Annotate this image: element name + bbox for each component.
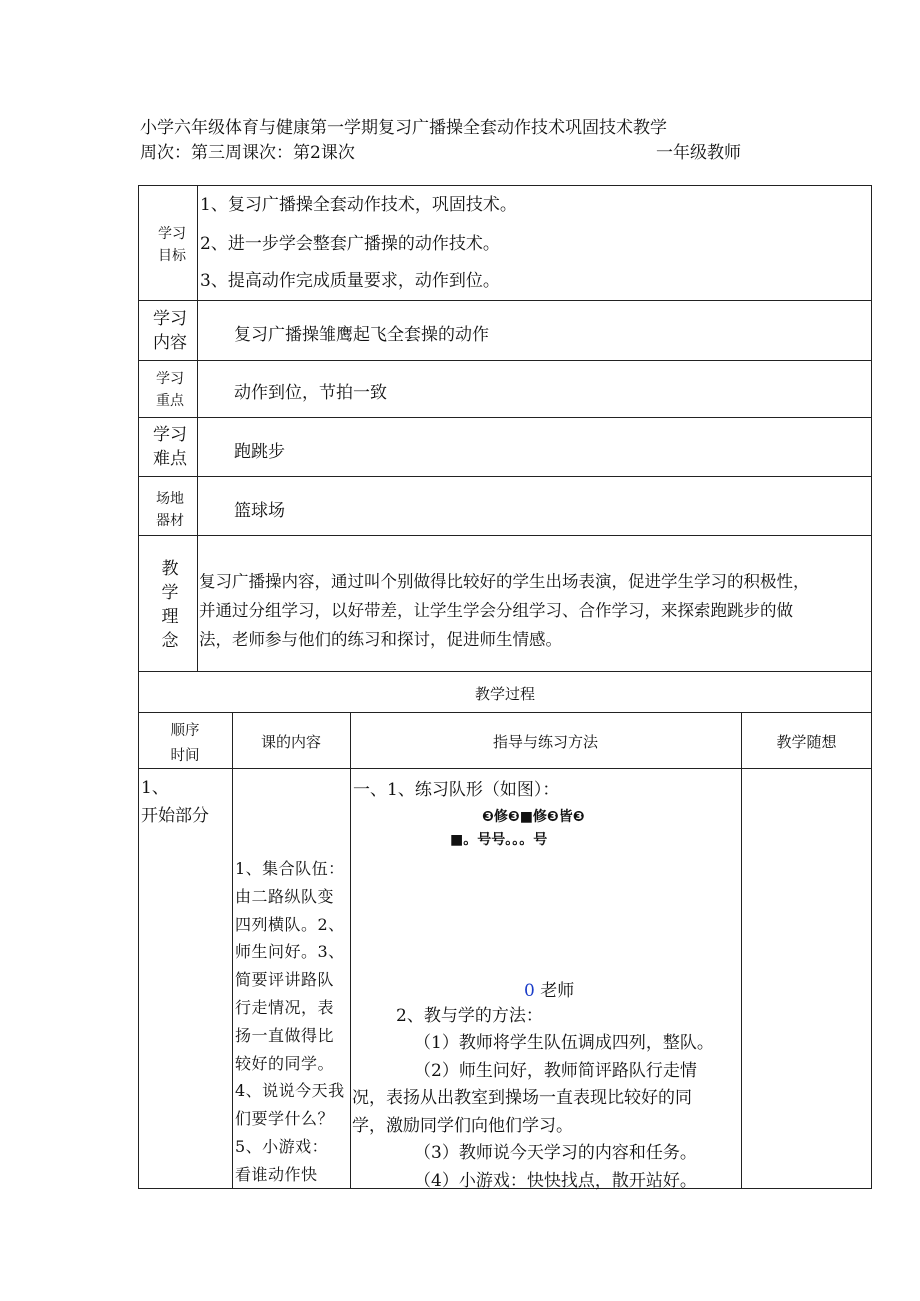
method-step: （1）教师将学生队伍调成四列，整队。 bbox=[414, 1033, 714, 1053]
content-line: 1、集合队伍： bbox=[235, 859, 345, 878]
content-line: 扬一直做得比 bbox=[235, 1025, 335, 1045]
methods-heading: 2、教与学的方法： bbox=[396, 1006, 543, 1026]
method-header: 指导与练习方法 bbox=[492, 733, 598, 751]
teacher-marker-label: 老师 bbox=[540, 981, 575, 1001]
teacher-marker bbox=[524, 976, 574, 1001]
goal-item: 3、提高动作完成质量要求，动作到位。 bbox=[200, 271, 500, 291]
order-header-line2: 时间 bbox=[170, 748, 200, 764]
focus-value: 动作到位，节拍一致 bbox=[234, 383, 387, 403]
row-divider bbox=[138, 476, 872, 477]
teacher-line: 一年级教师 bbox=[656, 143, 741, 163]
start-content-list bbox=[235, 855, 350, 1189]
goal-item: 2、进一步学会整套广播操的动作技术。 bbox=[200, 234, 500, 254]
content-line: 5、小游戏： bbox=[235, 1136, 329, 1156]
content-line: 简要评讲路队 bbox=[235, 970, 335, 990]
philosophy-label-char: 理 bbox=[161, 607, 179, 627]
document-title: 小学六年级体育与健康第一学期复习广播操全套动作技术巩固技术教学 bbox=[140, 118, 667, 138]
content-label bbox=[146, 307, 194, 355]
philosophy-line: 法，老师参与他们的练习和探讨，促进师生情感。 bbox=[199, 630, 562, 649]
method-step: 学，激励同学们向他们学习。 bbox=[352, 1116, 573, 1136]
content-line: 们要学什么？ bbox=[235, 1109, 335, 1129]
venue-value: 篮球场 bbox=[234, 501, 285, 521]
difficulty-label bbox=[146, 423, 194, 471]
content-line: 四列横队。2、 bbox=[235, 914, 345, 934]
venue-label-line2: 器材 bbox=[156, 513, 184, 529]
row-divider bbox=[138, 417, 872, 418]
row-divider bbox=[138, 360, 872, 361]
philosophy-label bbox=[150, 557, 190, 653]
philosophy-label-char: 念 bbox=[161, 631, 179, 651]
content-line: 较好的同学。 bbox=[235, 1053, 335, 1073]
reflection-header: 教学随想 bbox=[776, 733, 837, 751]
content-line: 由二路纵队变 bbox=[235, 886, 335, 906]
row-divider bbox=[138, 671, 872, 672]
method-step: （3）教师说今天学习的内容和任务。 bbox=[414, 1143, 697, 1163]
column-divider bbox=[232, 712, 233, 1189]
philosophy-label-char: 学 bbox=[161, 583, 179, 603]
formation-row-1: ❸修❸■修❸皆❸ bbox=[482, 809, 585, 825]
difficulty-label-line1: 学习 bbox=[153, 425, 187, 445]
row-divider bbox=[138, 300, 872, 301]
content-line: 看谁动作快 bbox=[235, 1164, 318, 1184]
start-order-label: 开始部分 bbox=[141, 806, 209, 826]
focus-label-line2: 重点 bbox=[156, 393, 184, 409]
philosophy-label-char: 教 bbox=[161, 559, 179, 579]
content-header: 课的内容 bbox=[260, 733, 321, 751]
content-line: 4、说说今天我 bbox=[235, 1081, 345, 1101]
row-divider bbox=[138, 535, 872, 536]
label-column-divider bbox=[197, 185, 198, 671]
goals-label bbox=[150, 223, 194, 267]
goals-label-line1: 学习 bbox=[158, 226, 186, 242]
schedule-line: 周次：第三周课次：第2课次 bbox=[140, 143, 355, 163]
content-value: 复习广播操雏鹰起飞全套操的动作 bbox=[234, 325, 489, 345]
process-title: 教学过程 bbox=[474, 685, 535, 703]
philosophy-line: 并通过分组学习，以好带差，让学生学会分组学习、合作学习，来探索跑跳步的做 bbox=[199, 601, 793, 620]
teacher-marker-symbol: 0 bbox=[524, 981, 535, 1001]
content-label-line2: 内容 bbox=[153, 333, 187, 353]
content-label-line1: 学习 bbox=[153, 309, 187, 329]
focus-label-line1: 学习 bbox=[156, 371, 184, 387]
formation-heading: 一、1、练习队形（如图）： bbox=[353, 780, 560, 800]
difficulty-label-line2: 难点 bbox=[153, 449, 187, 469]
column-divider bbox=[741, 712, 742, 1189]
content-line: 行走情况，表 bbox=[235, 997, 335, 1017]
difficulty-value: 跑跳步 bbox=[234, 442, 285, 462]
row-divider bbox=[138, 712, 872, 713]
goals-label-line2: 目标 bbox=[158, 248, 186, 264]
column-divider bbox=[350, 712, 351, 1189]
venue-label bbox=[146, 488, 194, 532]
goal-item: 1、复习广播操全套动作技术，巩固技术。 bbox=[200, 195, 517, 215]
start-order-number: 1、 bbox=[141, 778, 169, 798]
method-step: 况，表扬从出教室到操场一直表现比较好的同 bbox=[352, 1088, 692, 1108]
order-header bbox=[140, 719, 230, 769]
row-divider bbox=[138, 768, 872, 769]
method-step: （4）小游戏：快快找点，散开站好。 bbox=[414, 1171, 697, 1191]
philosophy-line: 复习广播操内容，通过叫个别做得比较好的学生出场表演，促进学生学习的积极性， bbox=[199, 572, 810, 591]
focus-label bbox=[146, 368, 194, 412]
formation-row-2: ■。号号。。。号 bbox=[450, 832, 548, 848]
method-step: （2）师生问好，教师简评路队行走情 bbox=[414, 1061, 697, 1081]
venue-label-line1: 场地 bbox=[156, 491, 184, 507]
order-header-line1: 顺序 bbox=[170, 723, 200, 739]
content-line: 师生问好。3、 bbox=[235, 942, 345, 962]
